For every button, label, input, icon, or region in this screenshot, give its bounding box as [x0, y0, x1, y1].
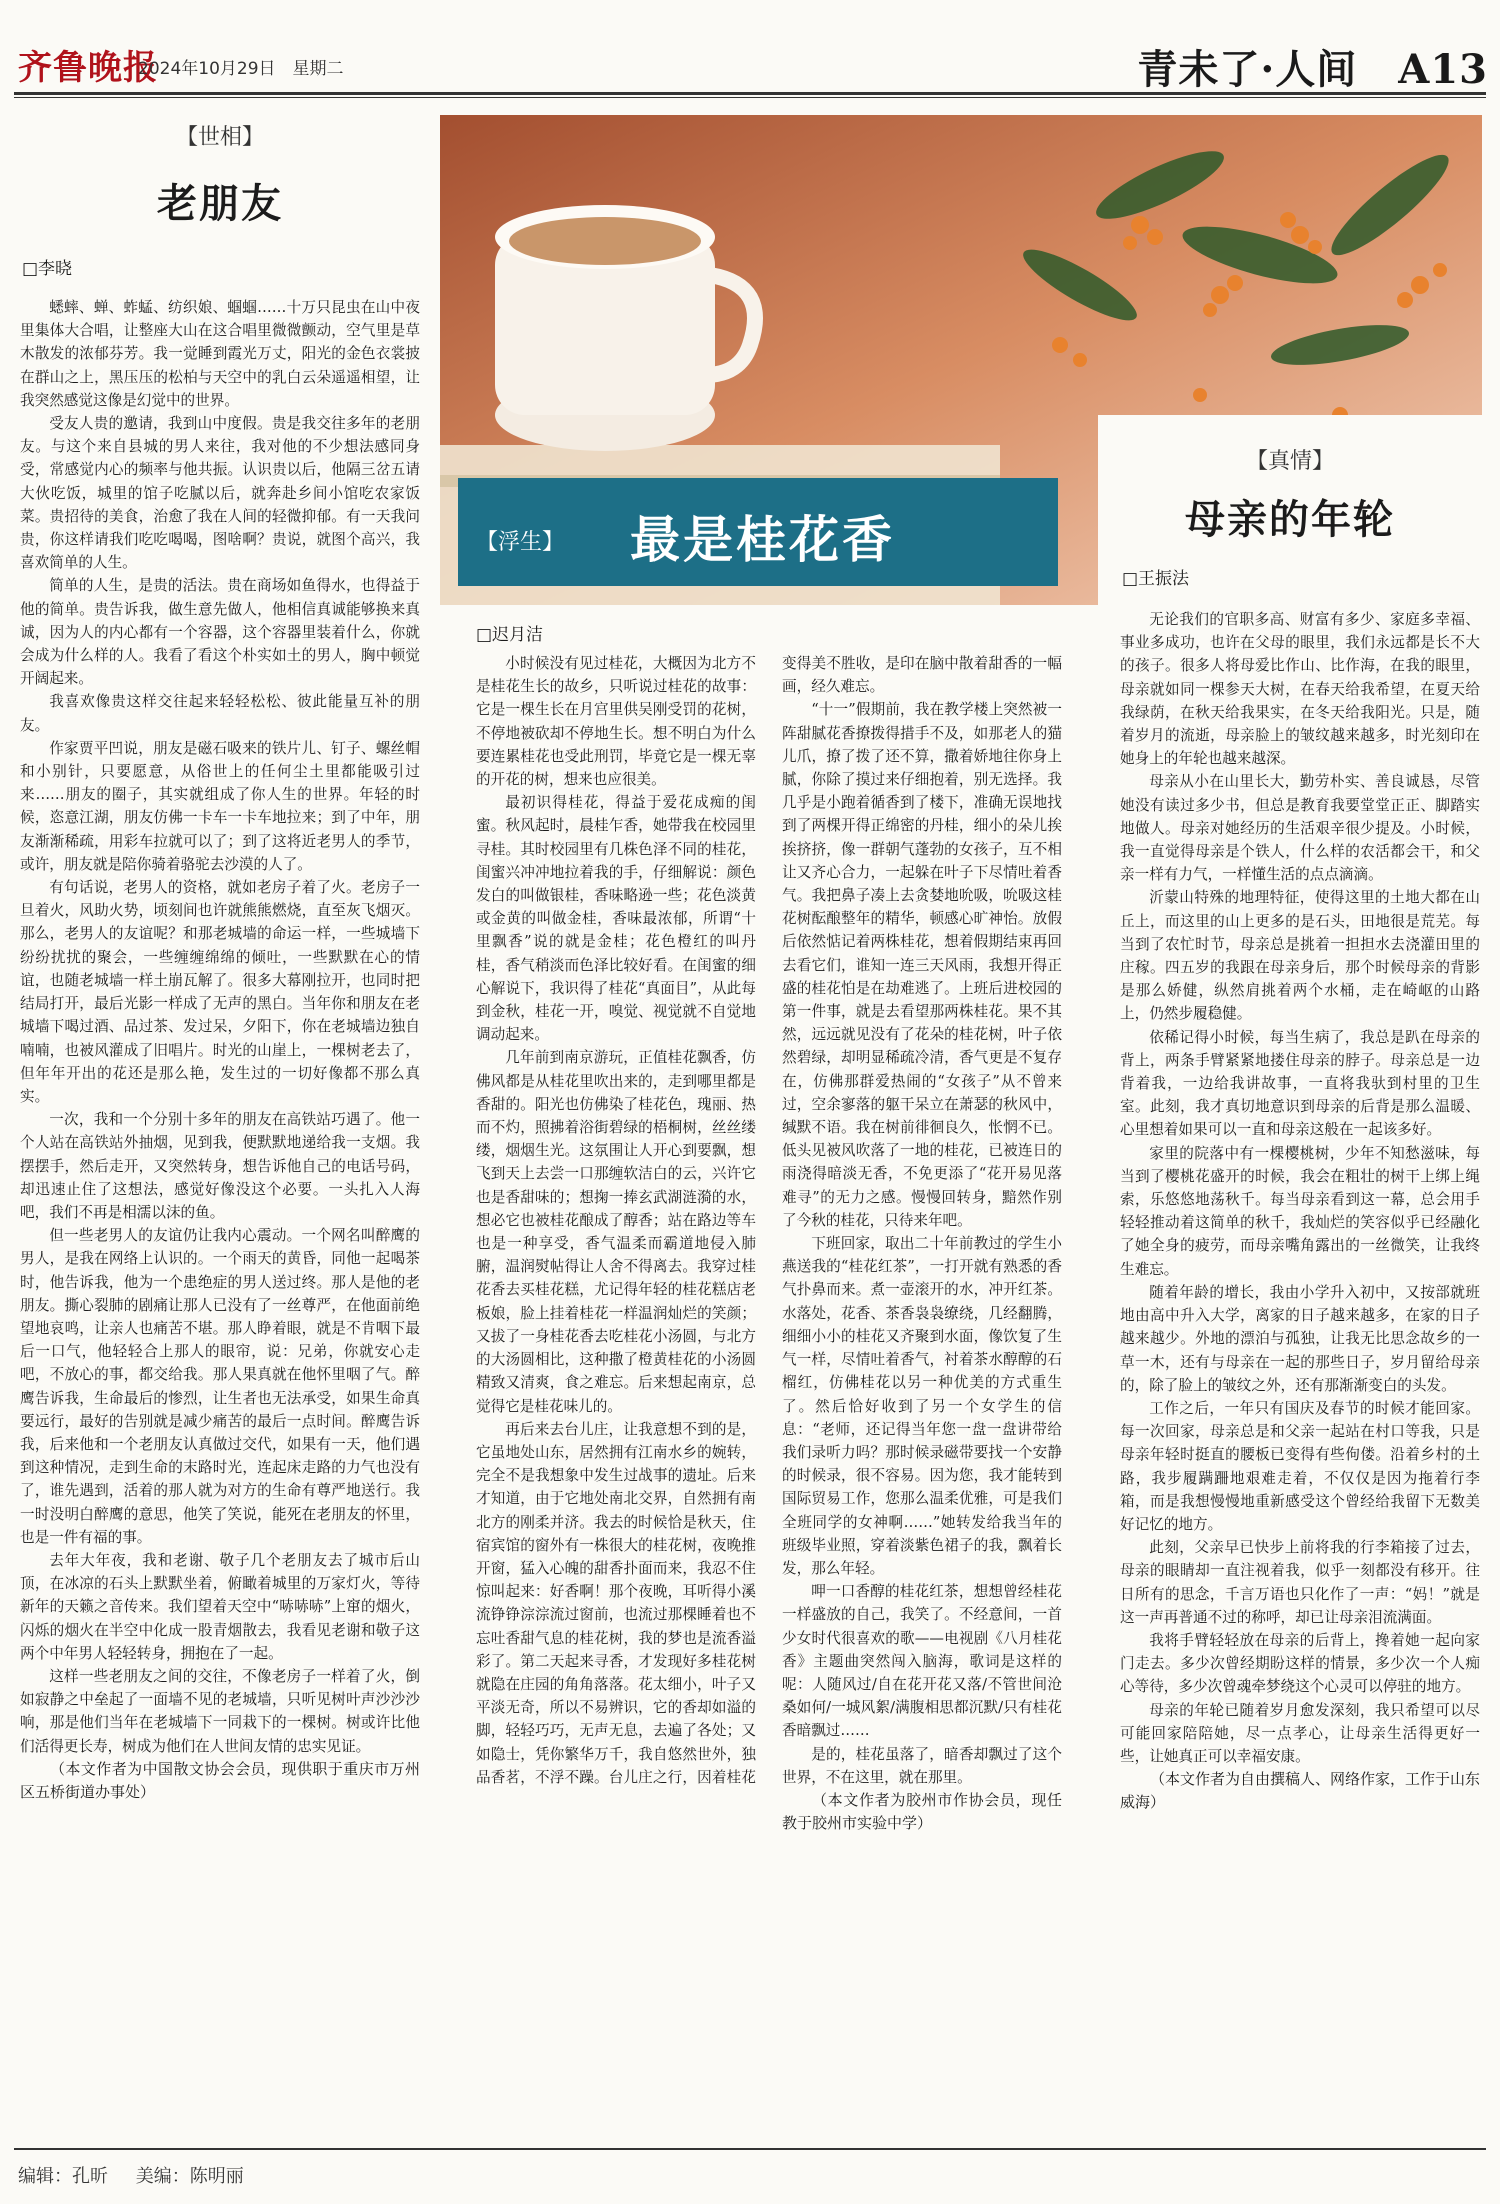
section-title: 青未了·人间 A13: [1137, 46, 1488, 93]
paragraph: 此刻，父亲早已快步上前将我的行李箱接了过去，母亲的眼睛却一直注视着我，似乎一刻都没有移开。往日所有的思念，千言万语也只化作了一声：“妈！”就是这一声再普通不过的称呼，却已让母亲泪流满面。: [1120, 1539, 1480, 1626]
article2-bio: （本文作者为胶州市作协会员，现任教于胶州市实验中学）: [782, 1790, 1062, 1832]
paragraph: 最初识得桂花，得益于爱花成痴的闺蜜。秋风起时，晨桂乍香，她带我在校园里寻桂。其时校园里有几株色泽不同的桂花，闺蜜兴冲冲地拉着我的手，仔细解说：颜色发白的叫做银桂，香味略逊一些；花色淡黄或金黄的叫做金桂，香味最浓郁，所谓“十里飘香”说的就是金桂；花色橙红的叫丹桂，香气稍淡而色泽比较好看。在闺蜜的细心解说下，我识得了桂花“真面目”，从此每到金秋，桂花一开，嗅觉、视觉就不自觉地调动起来。: [476, 794, 756, 1044]
paragraph: 但一些老男人的友谊仍让我内心震动。一个网名叫醉鹰的男人，是我在网络上认识的。一个雨天的黄昏，同他一起喝茶时，他告诉我，他为一个患绝症的男人送过终。那人是他的老朋友。撕心裂肺的剧痛让那人已没有了一丝尊严，在他面前绝望地哀鸣，让亲人也痛苦不堪。那人睁着眼，就是不肯咽下最后一口气，他轻轻合上那人的眼帘，说：兄弟，你就安心走吧，不放心的事，都交给我。那人果真就在他怀里咽了气。醉鹰告诉我，生命最后的惨烈，让生者也无法承受，如果生命真要远行，最好的告别就是减少痛苦的最后一点时间。醉鹰告诉我，后来他和一个老朋友认真做过交代，如果有一天，他们遇到这种情况，走到生命的末路时光，连起床走路的力气也没有了，谁先遇到，活着的那人就为对方的生命有尊严地送行。我一时没明白醉鹰的意思，他笑了笑说，能死在老朋友的怀里，也是一件有福的事。: [20, 1227, 420, 1546]
paragraph: 工作之后，一年只有国庆及春节的时候才能回家。每一次回家，母亲总是和父亲一起站在村口等我，只是母亲年轻时挺直的腰板已变得有些佝偻。沿着乡村的土路，我步履蹒跚地艰难走着，不仅仅是因为拖着行李箱，而是我想慢慢地重新感受这个曾经给我留下无数美好记忆的地方。: [1120, 1399, 1480, 1533]
paragraph: 这样一些老朋友之间的交往，不像老房子一样着了火，倒如寂静之中垒起了一面墙不见的老城墙，只听见树叶声沙沙沙响，那是他们当年在老城墙下一同栽下的一棵树。树或许比他们活得更长寿，树成为他们在人世间友情的忠实见证。: [20, 1667, 420, 1755]
article3-author: □王振法: [1122, 569, 1190, 589]
paragraph: 我将手臂轻轻放在母亲的后背上，搀着她一起向家门走去。多少次曾经期盼这样的情景，多少次一个人痴心等待，多少次曾魂牵梦绕这个心灵可以停驻的地方。: [1120, 1631, 1480, 1696]
paragraph: 有句话说，老男人的资格，就如老房子着了火。老房子一旦着火，风助火势，顷刻间也许就熊熊燃烧，直至灰飞烟灭。那么，老男人的友谊呢？和那老城墙的命运一样，一些城墙下纷纷扰扰的聚会，一些缠缠绵绵的倾吐，一些默默在心的情谊，也随老城墙一样土崩瓦解了。很多大幕刚拉开，也同时把结局打开，最后光影一样成了无声的黑白。当年你和朋友在老城墙下喝过酒、品过茶、发过呆，夕阳下，你在老城墙边独自喃喃，也被风灌成了旧唱片。时光的山崖上，一棵树老去了，但年年开出的花还是那么艳，发生过的一切好像都不那么真实。: [20, 879, 420, 1105]
article3-bio: （本文作者为自由撰稿人、网络作家，工作于山东威海）: [1120, 1770, 1481, 1812]
article1-body: [20, 296, 420, 1804]
article2-title: 最是桂花香: [630, 510, 895, 569]
page-footer: [18, 2162, 266, 2188]
paragraph: 沂蒙山特殊的地理特征，使得这里的土地大都在山丘上，而这里的山上更多的是石头，田地很是荒芜。每当到了农忙时节，母亲总是挑着一担担水去浇灌田里的庄稼。四五岁的我跟在母亲身后，那个时候母亲的背影是那么娇健，纵然肩挑着两个水桶，走在崎岖的山路上，仍然步履稳健。: [1120, 889, 1480, 1023]
article2-body: [476, 652, 1062, 2130]
article2-author: □迟月洁: [476, 625, 544, 645]
footer-rule: [14, 2148, 1486, 2150]
issue-date: 2024年10月29日 星期二: [138, 59, 344, 79]
paragraph: 呷一口香醇的桂花红茶，想想曾经桂花一样盛放的自己，我笑了。不经意间，一首少女时代很喜欢的歌——电视剧《八月桂花香》主题曲突然闯入脑海，歌词是这样的呢：人随风过/自在花开花又落/不管世间沧桑如何/一城风絮/满腹相思都沉默/只有桂花香暗飘过……: [782, 1583, 1062, 1740]
paragraph: “十一”假期前，我在教学楼上突然被一阵甜腻花香撩拨得措手不及，如那老人的猫儿爪，撩了拨了还不算，撒着娇地往你身上腻，你除了摸过来仔细抱着，别无选择。我几乎是小跑着循香到了楼下，准确无误地找到了两棵开得正绵密的丹桂，细小的朵儿挨挨挤挤，像一群朝气蓬勃的女孩子，互不相让又齐心合力，一起躲在叶子下尽情吐着香气。我把鼻子凑上去贪婪地吮吸，吮吸这桂花树酝酿整年的精华，顿感心旷神怡。放假后依然惦记着两株桂花，想着假期结束再回去看它们，谁知一连三天风雨，我想开得正盛的桂花怕是在劫难逃了。上班后进校园的第一件事，就是去看望那两株桂花。果不其然，远远就见没有了花朵的桂花树，叶子依然碧绿，却明显稀疏冷清，香气更是不复存在，仿佛那群爱热闹的“女孩子”从不曾来过，空余寥落的躯干呆立在萧瑟的秋风中，缄默不语。我在树前徘徊良久，怅惘不已。低头见被风吹落了一地的桂花，已被连日的雨浇得暗淡无香，不免更添了“花开易见落难寻”的无力之感。慢慢回转身，黯然作别了今秋的桂花，只待来年吧。: [782, 701, 1062, 1229]
editor-credit: 编辑：孔昕: [18, 2166, 108, 2187]
header-rule: [14, 92, 1486, 95]
paragraph: 依稀记得小时候，每当生病了，我总是趴在母亲的背上，两条手臂紧紧地搂住母亲的脖子。母亲总是一边背着我，一边给我讲故事，一直将我驮到村里的卫生室。此刻，我才真切地意识到母亲的后背是那么温暖、心里想着如果可以一直和母亲这般在一起该多好。: [1120, 1028, 1480, 1139]
article1-kicker: 【世相】: [175, 125, 264, 150]
paragraph: 简单的人生，是贵的活法。贵在商场如鱼得水，也得益于他的简单。贵告诉我，做生意先做人，他相信真诚能够换来真诚，因为人的内心都有一个容器，这个容器里装着什么，你就会成为什么样的人。我看了看这个朴实如土的男人，胸中顿觉开阔起来。: [20, 577, 420, 688]
article3-title: 母亲的年轮: [1185, 496, 1395, 543]
header-rule-thin: [14, 97, 1486, 98]
article1-bio: （本文作者为中国散文协会会员，现供职于重庆市万州区五桥街道办事处）: [20, 1759, 420, 1801]
paragraph: 再后来去台儿庄，让我意想不到的是，它虽地处山东，居然拥有江南水乡的婉转，完全不是我想象中发生过战事的遗址。后来才知道，由于它地处南北交界，自然拥有南北方的刚柔并济。我去的时候恰是秋天，住宿宾馆的窗外有一株很大的桂花树，夜晚推开窗，猛入心魄的甜香扑面而来，我忍不住惊叫起来：好香啊！那个夜晚，耳听得小溪流铮铮淙淙流过窗前，也流过那棵睡着也不忘吐香甜气息的桂花树，我的梦也是流香溢彩了。第二天起来寻香，才发现好多桂花树就隐在庄园的角角落落。花太细小，叶子又平淡无奇，所以不易辨识，它的香却如溢的脚，轻轻巧巧，无声无息，去遍了各处；又如隐士，凭你繁华万千，我自悠然世外，独品香茗，不浮不躁。台儿庄之行，因着桂花变得美不胜收，是印在脑中散着甜香的一幅画，经久难忘。: [476, 655, 1062, 1786]
designer-credit: 美编：陈明丽: [135, 2166, 244, 2187]
paragraph: 去年大年夜，我和老谢、敬子几个老朋友去了城市后山顶，在冰凉的石头上默默坐着，俯瞰着城里的万家灯火，等待新年的天籁之音传来。我们望着天空中“哧哧哧”上窜的烟火，闪烁的烟火在半空中化成一股青烟散去，我看见老谢和敬子这两个中年男人轻轻转身，拥抱在了一起。: [20, 1551, 420, 1662]
article1-author: □李晓: [22, 259, 73, 279]
paragraph: 母亲的年轮已随着岁月愈发深刻，我只希望可以尽可能回家陪陪她，尽一点孝心，让母亲生活得更好一些，让她真正可以幸福安康。: [1120, 1701, 1480, 1765]
paragraph: 下班回家，取出二十年前教过的学生小燕送我的“桂花红茶”，一打开就有熟悉的香气扑鼻而来。煮一壶滚开的水，冲开红茶。水落处，花香、茶香袅袅缭绕，几经翻腾，细细小小的桂花又齐聚到水面，像饮复了生气一样，尽情吐着香气，衬着茶水醇醇的石榴红，仿佛桂花以另一种优美的方式重生了。然后恰好收到了另一个女学生的信息：“老师，还记得当年您一盘一盘讲带给我们录听力吗？那时候录磁带要找一个安静的时候录，很不容易。因为您，我才能转到国际贸易工作，您那么温柔优雅，可是我们全班同学的女神啊……”她转发给我当年的班级毕业照，穿着淡紫色裙子的我，飘着长发，那么年轻。: [782, 1235, 1062, 1577]
paragraph: 蟋蟀、蝉、蚱蜢、纺织娘、蝈蝈……十万只昆虫在山中夜里集体大合唱，让整座大山在这合唱里微微颤动，空气里是草木散发的浓郁芬芳。我一觉睡到霞光万丈，阳光的金色衣裳披在群山之上，黑压压的松柏与天空中的乳白云朵遥遥相望，让我突然感觉这像是幻觉中的世界。: [20, 299, 420, 409]
article3-kicker: 【真情】: [1245, 449, 1334, 474]
paragraph: 作家贾平凹说，朋友是磁石吸来的铁片儿、钉子、螺丝帽和小别针，只要愿意，从俗世上的任何尘土里都能吸引过来……朋友的圈子，其实就组成了你人生的世界。年轻的时候，恣意江湖，朋友仿佛一卡车一卡车地拉来；到了中年，朋友渐渐稀疏，用彩车拉就可以了；到了这将近老男人的季节，或许，朋友就是陪你骑着骆驼去沙漠的人了。: [20, 739, 420, 873]
paragraph: 随着年龄的增长，我由小学升入初中，又按部就班地由高中升入大学，离家的日子越来越多，在家的日子越来越少。外地的漂泊与孤独，让我无比思念故乡的一草一木，还有与母亲在一起的那些日子，岁月留给母亲的，除了脸上的皱纹之外，还有那渐渐变白的头发。: [1120, 1283, 1480, 1394]
paragraph: 一次，我和一个分别十多年的朋友在高铁站巧遇了。他一个人站在高铁站外抽烟，见到我，便默默地递给我一支烟。我摆摆手，然后走开，又突然转身，想告诉他自己的电话号码，却迅速止住了这想法，感觉好像没这个必要。一头扎入人海吧，我们不再是相濡以沫的鱼。: [20, 1111, 420, 1221]
paragraph: 受友人贵的邀请，我到山中度假。贵是我交往多年的老朋友。与这个来自县城的男人来往，我对他的不少想法感同身受，常感觉内心的频率与他共振。认识贵以后，他隔三岔五请大伙吃饭，城里的馆子吃腻以后，就奔赴乡间小馆吃农家饭菜。贵招待的美食，治愈了我在人间的轻微抑郁。有一天我问贵，你这样请我们吃吃喝喝，图啥啊？贵说，就图个高兴，我喜欢简单的人生。: [20, 415, 420, 572]
paragraph: 母亲从小在山里长大，勤劳朴实、善良诚恳，尽管她没有读过多少书，但总是教育我要堂堂正正、脚踏实地做人。母亲对她经历的生活艰辛很少提及。小时候，我一直觉得母亲是个铁人，什么样的农活都会干，和父亲一样有力气，一样懂生活的点点滴滴。: [1120, 773, 1480, 884]
newspaper-logo: 齐鲁晚报: [18, 48, 158, 88]
paragraph: 几年前到南京游玩，正值桂花飘香，仿佛风都是从桂花里吹出来的，走到哪里都是香甜的。阳光也仿佛染了桂花色，瑰丽、热而不灼，照拂着浴街碧绿的梧桐树，丝丝缕缕，烟烟生光。这氛围让人开心到要飘，想飞到天上去尝一口那缠软洁白的云，兴许它也是香甜味的；想掬一捧玄武湖涟漪的水，想必它也被桂花酿成了醇香；站在路边等车也是一种享受，香气温柔而霸道地侵入肺腑，温润熨帖得让人舍不得离去。我穿过桂花香去买桂花糕，尤记得年轻的桂花糕店老板娘，脸上挂着桂花一样温润灿烂的笑颜；又拔了一身桂花香去吃桂花小汤圆，与北方的大汤圆相比，这种撒了橙黄桂花的小汤圆精致又清爽，食之难忘。后来想起南京，总觉得它是桂花味儿的。: [476, 1049, 756, 1415]
article2-kicker: 【浮生】: [476, 530, 565, 555]
article1-title: 老朋友: [157, 180, 283, 227]
paragraph: 无论我们的官职多高、财富有多少、家庭多幸福、事业多成功，也许在父母的眼里，我们永远都是长不大的孩子。很多人将母爱比作山、比作海，在我的眼里，母亲就如同一棵参天大树，在春天给我希望，在夏天给我绿荫，在秋天给我果实，在冬天给我阳光。只是，随着岁月的流逝，母亲脸上的皱纹越来越多，时光刻印在她身上的年轮也越来越深。: [1120, 611, 1480, 768]
paragraph: 是的，桂花虽落了，暗香却飘过了这个世界，不在这里，就在那里。: [782, 1745, 1062, 1786]
paragraph: 我喜欢像贵这样交往起来轻轻松松、彼此能量互补的朋友。: [20, 693, 420, 734]
article3-body: [1120, 608, 1480, 1814]
paragraph: 家里的院落中有一棵樱桃树，少年不知愁滋味，每当到了樱桃花盛开的时候，我会在粗壮的树干上绑上绳索，乐悠悠地荡秋千。每当母亲看到这一幕，总会用手轻轻推动着这简单的秋千，我灿烂的笑容似乎已经融化了她全身的疲劳，而母亲嘴角露出的一丝微笑，让我终生难忘。: [1120, 1144, 1480, 1278]
paragraph: 小时候没有见过桂花，大概因为北方不是桂花生长的故乡，只听说过桂花的故事：它是一棵生长在月宫里供吴刚受罚的花树，不停地被砍却不停地生长。想不明白为什么要连累桂花也受此刑罚，毕竟它是一棵无辜的开花的树，想来也应很美。: [476, 655, 756, 789]
